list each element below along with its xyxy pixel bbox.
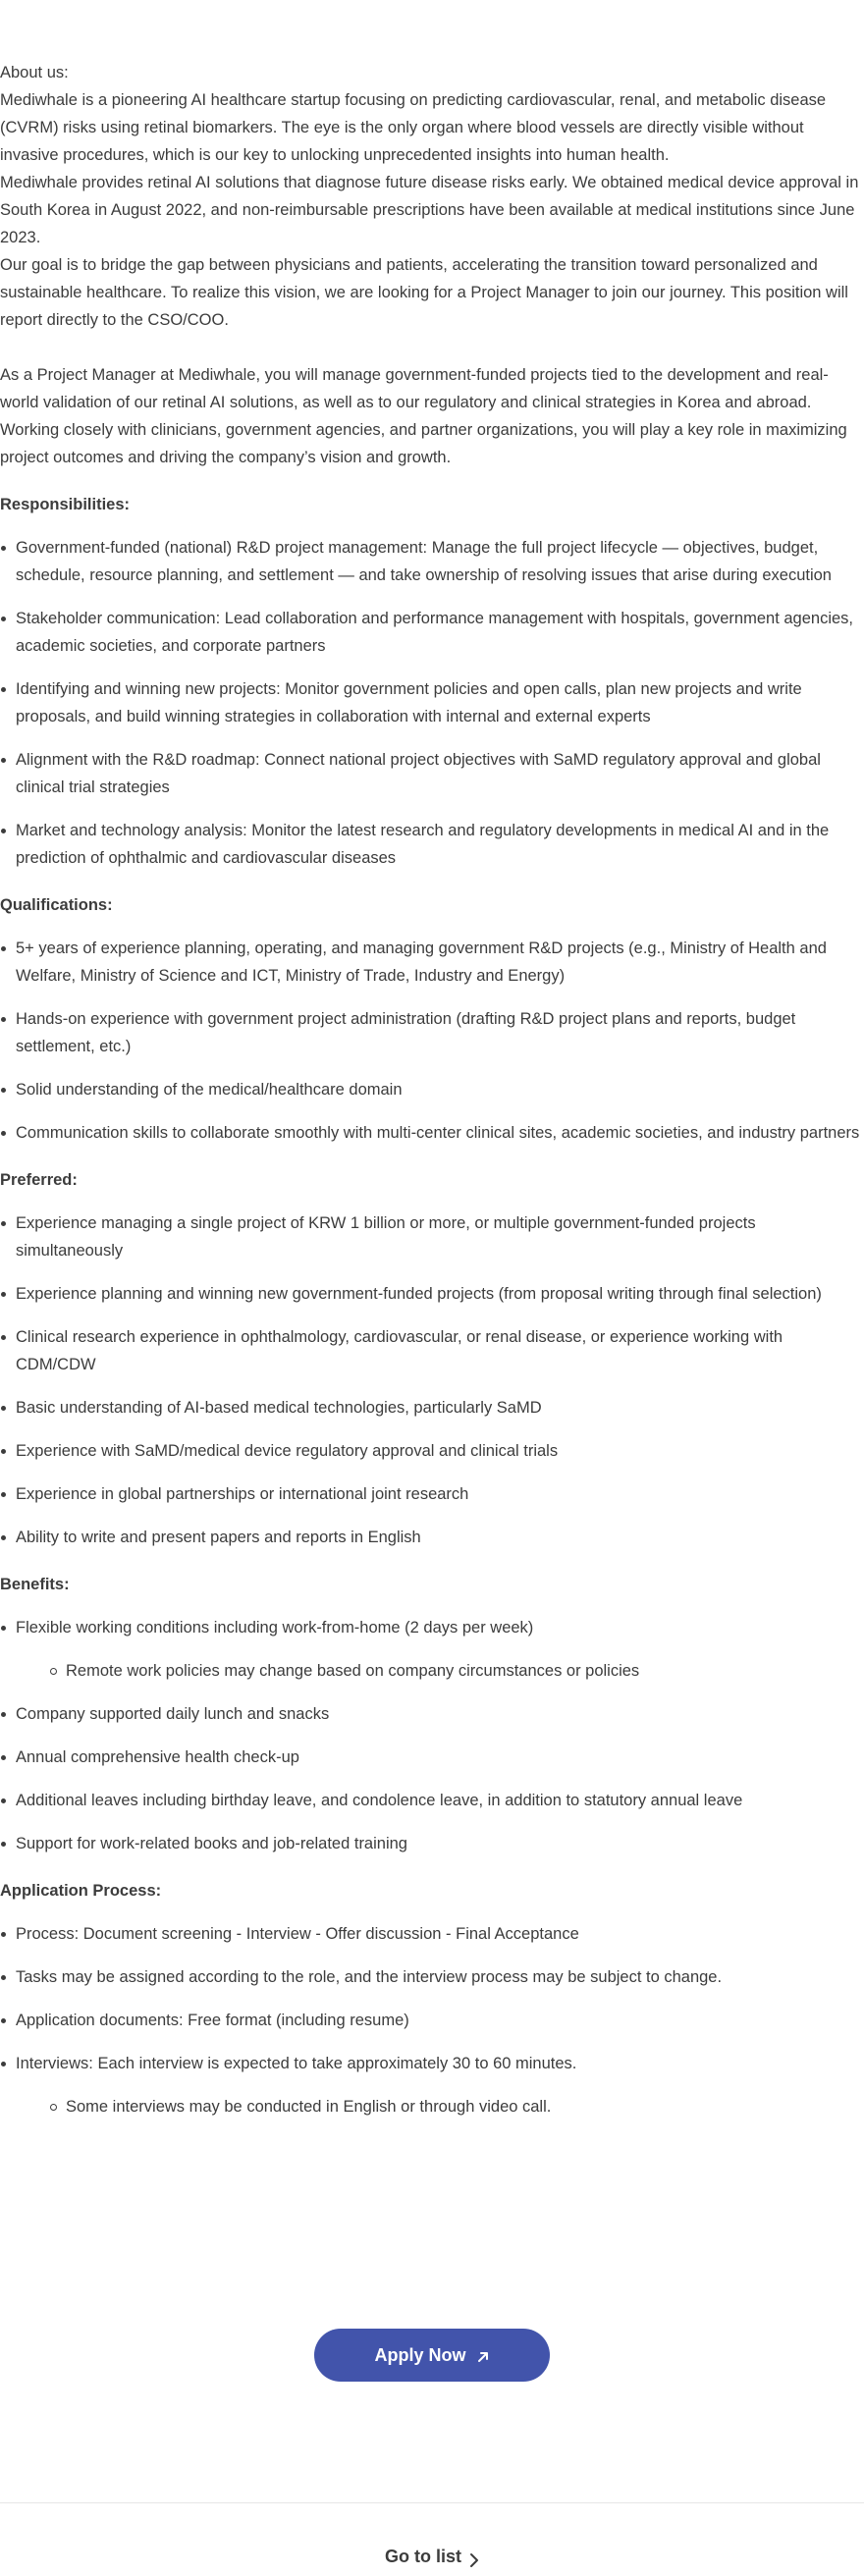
list-item: Alignment with the R&D roadmap: Connect national project objectives with SaMD regulatory approval and global clinical trial strategies [0,746,864,801]
apply-now-label: Apply Now [374,2344,466,2365]
list-item-text: Interviews: Each interview is expected to take approximately 30 to 60 minutes. [16,2055,577,2072]
job-description [0,59,864,2136]
application-process-list [0,1920,864,2120]
sub-list-item: Some interviews may be conducted in English or through video call. [16,2093,864,2120]
chevron-right-icon [469,2549,479,2564]
list-item: Experience with SaMD/medical device regulatory approval and clinical trials [0,1437,864,1465]
sub-list-item: Remote work policies may change based on company circumstances or policies [16,1657,864,1685]
list-item-text: Flexible working conditions including work-from-home (2 days per week) [16,1619,534,1637]
list-item: Experience in global partnerships or international joint research [0,1480,864,1508]
list-item: Process: Document screening - Interview - Offer discussion - Final Acceptance [0,1920,864,1948]
list-item: Communication skills to collaborate smoothly with multi-center clinical sites, academic societies, and industry partners [0,1119,864,1147]
sub-list [16,2093,864,2120]
preferred-list [0,1209,864,1551]
list-item: Annual comprehensive health check-up [0,1744,864,1771]
list-item: Ability to write and present papers and reports in English [0,1524,864,1551]
about-label: About us: [0,64,69,81]
list-item: Basic understanding of AI-based medical technologies, particularly SaMD [0,1394,864,1422]
apply-now-button[interactable] [314,2329,550,2382]
list-item: Solid understanding of the medical/healthcare domain [0,1076,864,1103]
list-item: 5+ years of experience planning, operating, and managing government R&D projects (e.g., Ministry of Health and Welfare, Ministry of Science and ICT, Ministry of Trade, Industry and Energy) [0,935,864,990]
arrow-up-right-icon [476,2348,490,2362]
list-item: Tasks may be assigned according to the role, and the interview process may be subject to change. [0,1963,864,1991]
go-to-list-link[interactable] [385,2543,479,2570]
application-process-heading: Application Process: [0,1882,162,1900]
list-item: Stakeholder communication: Lead collaboration and performance management with hospitals, government agencies, academic societies, and corporate partners [0,605,864,660]
list-item: Additional leaves including birthday leave, and condolence leave, in addition to statutory annual leave [0,1787,864,1814]
responsibilities-list [0,534,864,872]
apply-section [0,2329,864,2382]
list-item: Experience managing a single project of KRW 1 billion or more, or multiple government-funded projects simultaneously [0,1209,864,1264]
list-item: Hands-on experience with government project administration (drafting R&D project plans and reports, budget settlement, etc.) [0,1005,864,1060]
list-item: Clinical research experience in ophthalmology, cardiovascular, or renal disease, or experience working with CDM/CDW [0,1323,864,1378]
list-item: Experience planning and winning new government-funded projects (from proposal writing through final selection) [0,1280,864,1308]
list-item: Application documents: Free format (including resume) [0,2007,864,2034]
list-item: Company supported daily lunch and snacks [0,1700,864,1728]
qualifications-heading: Qualifications: [0,896,113,914]
benefits-list [0,1614,864,1857]
list-item [0,1614,864,1685]
list-item: Identifying and winning new projects: Monitor government policies and open calls, plan new projects and write proposals, and build winning strategies in collaboration with internal and external experts [0,675,864,730]
qualifications-list [0,935,864,1147]
responsibilities-heading: Responsibilities: [0,496,131,513]
list-item: Support for work-related books and job-related training [0,1830,864,1857]
benefits-heading: Benefits: [0,1576,70,1593]
footer-divider [0,2502,864,2503]
about-paragraph-2: Mediwhale provides retinal AI solutions that diagnose future disease risks early. We obtained medical device approval in South Korea in August 2022, and non-reimbursable prescriptions have been available at medical institutions since June 2023. [0,174,859,246]
sub-list [16,1657,864,1685]
preferred-heading: Preferred: [0,1171,78,1189]
about-paragraph-3: Our goal is to bridge the gap between physicians and patients, accelerating the transition toward personalized and sustainable healthcare. To realize this vision, we are looking for a Project Manager to join our journey. This position will report directly to the CSO/COO. [0,256,848,329]
list-item [0,2050,864,2120]
about-paragraph-1: Mediwhale is a pioneering AI healthcare startup focusing on predicting cardiovascular, renal, and metabolic disease (CVRM) risks using retinal biomarkers. The eye is the only organ where blood vessels are directly visible without invasive procedures, which is our key to unlocking unprecedented insights into human health. [0,91,827,164]
footer-nav [0,2543,864,2571]
list-item: Market and technology analysis: Monitor the latest research and regulatory developments in medical AI and in the prediction of ophthalmic and cardiovascular diseases [0,817,864,872]
go-to-list-label: Go to list [385,2547,461,2566]
list-item: Government-funded (national) R&D project management: Manage the full project lifecycle — objectives, budget, schedule, resource planning, and settlement — and take ownership of resolving issues that arise during execution [0,534,864,589]
role-summary: As a Project Manager at Mediwhale, you will manage government-funded projects tied to the development and real-world validation of our retinal AI solutions, as well as to our regulatory and clinical strategies in Korea and abroad. Working closely with clinicians, government agencies, and partner organizations, you will play a key role in maximizing project outcomes and driving the company’s vision and growth. [0,366,847,466]
